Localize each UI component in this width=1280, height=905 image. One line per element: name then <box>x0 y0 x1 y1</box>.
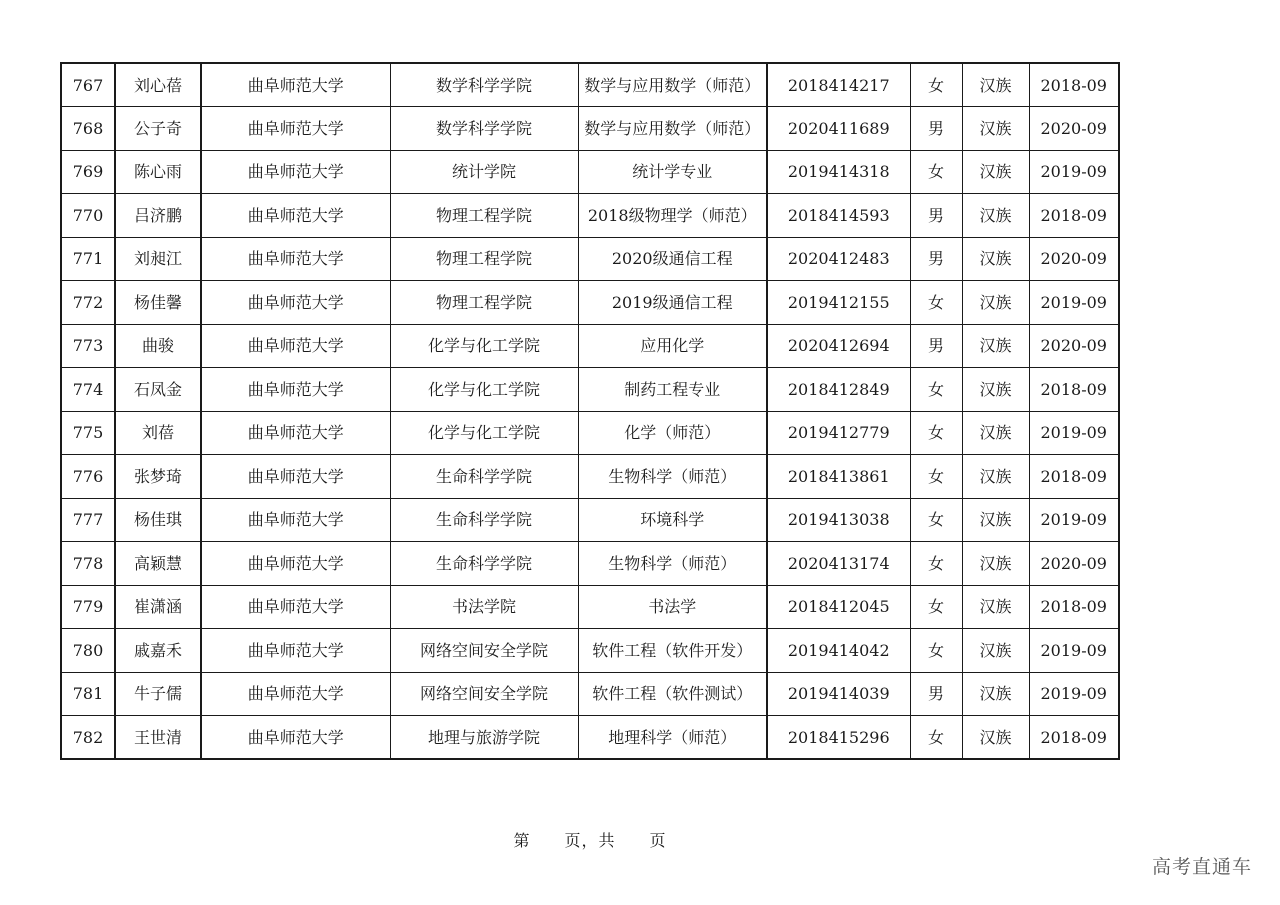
student-id-cell: 2018414217 <box>767 63 910 107</box>
major-cell: 2020级通信工程 <box>578 237 767 281</box>
college-cell: 化学与化工学院 <box>390 411 578 455</box>
gender-cell: 男 <box>910 672 962 716</box>
student-name-cell: 吕济鹏 <box>115 194 201 238</box>
student-id-cell: 2019414042 <box>767 629 910 673</box>
enrollment-date-cell: 2019-09 <box>1029 411 1119 455</box>
table-row <box>61 107 1119 151</box>
school-cell: 曲阜师范大学 <box>201 629 390 673</box>
major-cell: 统计学专业 <box>578 150 767 194</box>
ethnicity-cell: 汉族 <box>962 63 1029 107</box>
college-cell: 生命科学学院 <box>390 455 578 499</box>
student-id-cell: 2020411689 <box>767 107 910 151</box>
gender-cell: 女 <box>910 542 962 586</box>
enrollment-date-cell: 2020-09 <box>1029 324 1119 368</box>
student-name-cell: 曲骏 <box>115 324 201 368</box>
school-cell: 曲阜师范大学 <box>201 498 390 542</box>
row-number-cell: 771 <box>61 237 115 281</box>
enrollment-date-cell: 2018-09 <box>1029 194 1119 238</box>
major-cell: 数学与应用数学（师范） <box>578 107 767 151</box>
row-number-cell: 782 <box>61 716 115 760</box>
school-cell: 曲阜师范大学 <box>201 585 390 629</box>
table-row <box>61 498 1119 542</box>
student-id-cell: 2019412779 <box>767 411 910 455</box>
row-number-cell: 780 <box>61 629 115 673</box>
student-name-cell: 刘心蓓 <box>115 63 201 107</box>
school-cell: 曲阜师范大学 <box>201 368 390 412</box>
ethnicity-cell: 汉族 <box>962 585 1029 629</box>
major-cell: 书法学 <box>578 585 767 629</box>
ethnicity-cell: 汉族 <box>962 542 1029 586</box>
college-cell: 化学与化工学院 <box>390 324 578 368</box>
enrollment-date-cell: 2018-09 <box>1029 585 1119 629</box>
gender-cell: 女 <box>910 368 962 412</box>
student-name-cell: 公子奇 <box>115 107 201 151</box>
student-id-cell: 2019412155 <box>767 281 910 325</box>
ethnicity-cell: 汉族 <box>962 324 1029 368</box>
college-cell: 网络空间安全学院 <box>390 672 578 716</box>
enrollment-date-cell: 2020-09 <box>1029 237 1119 281</box>
table-row <box>61 281 1119 325</box>
student-id-cell: 2019413038 <box>767 498 910 542</box>
enrollment-date-cell: 2020-09 <box>1029 107 1119 151</box>
row-number-cell: 777 <box>61 498 115 542</box>
ethnicity-cell: 汉族 <box>962 237 1029 281</box>
student-name-cell: 刘昶江 <box>115 237 201 281</box>
major-cell: 生物科学（师范） <box>578 455 767 499</box>
ethnicity-cell: 汉族 <box>962 368 1029 412</box>
school-cell: 曲阜师范大学 <box>201 411 390 455</box>
row-number-cell: 770 <box>61 194 115 238</box>
table-row <box>61 542 1119 586</box>
college-cell: 书法学院 <box>390 585 578 629</box>
ethnicity-cell: 汉族 <box>962 150 1029 194</box>
table-row <box>61 411 1119 455</box>
school-cell: 曲阜师范大学 <box>201 63 390 107</box>
table-row <box>61 455 1119 499</box>
gender-cell: 女 <box>910 455 962 499</box>
table-row <box>61 237 1119 281</box>
student-id-cell: 2019414039 <box>767 672 910 716</box>
major-cell: 应用化学 <box>578 324 767 368</box>
row-number-cell: 779 <box>61 585 115 629</box>
enrollment-date-cell: 2019-09 <box>1029 498 1119 542</box>
major-cell: 环境科学 <box>578 498 767 542</box>
table-row <box>61 629 1119 673</box>
major-cell: 2019级通信工程 <box>578 281 767 325</box>
school-cell: 曲阜师范大学 <box>201 194 390 238</box>
gender-cell: 女 <box>910 585 962 629</box>
row-number-cell: 775 <box>61 411 115 455</box>
table-row <box>61 150 1119 194</box>
gender-cell: 女 <box>910 150 962 194</box>
enrollment-date-cell: 2018-09 <box>1029 455 1119 499</box>
enrollment-date-cell: 2018-09 <box>1029 716 1119 760</box>
college-cell: 网络空间安全学院 <box>390 629 578 673</box>
major-cell: 化学（师范） <box>578 411 767 455</box>
ethnicity-cell: 汉族 <box>962 455 1029 499</box>
table-row <box>61 63 1119 107</box>
ethnicity-cell: 汉族 <box>962 194 1029 238</box>
student-id-cell: 2019414318 <box>767 150 910 194</box>
gender-cell: 男 <box>910 107 962 151</box>
ethnicity-cell: 汉族 <box>962 498 1029 542</box>
student-name-cell: 牛子儒 <box>115 672 201 716</box>
table-row <box>61 324 1119 368</box>
gender-cell: 男 <box>910 324 962 368</box>
school-cell: 曲阜师范大学 <box>201 150 390 194</box>
major-cell: 数学与应用数学（师范） <box>578 63 767 107</box>
gender-cell: 女 <box>910 281 962 325</box>
ethnicity-cell: 汉族 <box>962 107 1029 151</box>
student-id-cell: 2020412694 <box>767 324 910 368</box>
college-cell: 数学科学学院 <box>390 63 578 107</box>
ethnicity-cell: 汉族 <box>962 716 1029 760</box>
page-number-text: 第 页，共 页 <box>513 831 667 850</box>
watermark: 高考直通车 <box>1151 856 1252 878</box>
student-id-cell: 2018412849 <box>767 368 910 412</box>
gender-cell: 男 <box>910 194 962 238</box>
school-cell: 曲阜师范大学 <box>201 672 390 716</box>
college-cell: 物理工程学院 <box>390 194 578 238</box>
table-row <box>61 585 1119 629</box>
row-number-cell: 778 <box>61 542 115 586</box>
student-id-cell: 2018412045 <box>767 585 910 629</box>
school-cell: 曲阜师范大学 <box>201 716 390 760</box>
major-cell: 软件工程（软件开发） <box>578 629 767 673</box>
student-name-cell: 陈心雨 <box>115 150 201 194</box>
gender-cell: 女 <box>910 716 962 760</box>
row-number-cell: 781 <box>61 672 115 716</box>
college-cell: 化学与化工学院 <box>390 368 578 412</box>
student-id-cell: 2018413861 <box>767 455 910 499</box>
page-footer <box>0 828 1180 851</box>
ethnicity-cell: 汉族 <box>962 672 1029 716</box>
table-row <box>61 368 1119 412</box>
row-number-cell: 776 <box>61 455 115 499</box>
student-id-cell: 2020413174 <box>767 542 910 586</box>
row-number-cell: 774 <box>61 368 115 412</box>
major-cell: 生物科学（师范） <box>578 542 767 586</box>
school-cell: 曲阜师范大学 <box>201 542 390 586</box>
enrollment-date-cell: 2018-09 <box>1029 368 1119 412</box>
enrollment-date-cell: 2020-09 <box>1029 542 1119 586</box>
enrollment-date-cell: 2019-09 <box>1029 281 1119 325</box>
college-cell: 地理与旅游学院 <box>390 716 578 760</box>
student-name-cell: 刘蓓 <box>115 411 201 455</box>
major-cell: 2018级物理学（师范） <box>578 194 767 238</box>
major-cell: 软件工程（软件测试） <box>578 672 767 716</box>
college-cell: 物理工程学院 <box>390 237 578 281</box>
gender-cell: 男 <box>910 237 962 281</box>
gender-cell: 女 <box>910 498 962 542</box>
student-id-cell: 2020412483 <box>767 237 910 281</box>
student-name-cell: 杨佳馨 <box>115 281 201 325</box>
student-name-cell: 高颖慧 <box>115 542 201 586</box>
gender-cell: 女 <box>910 411 962 455</box>
enrollment-date-cell: 2019-09 <box>1029 150 1119 194</box>
college-cell: 数学科学学院 <box>390 107 578 151</box>
enrollment-date-cell: 2019-09 <box>1029 629 1119 673</box>
student-id-cell: 2018415296 <box>767 716 910 760</box>
student-list-table <box>60 62 1120 760</box>
college-cell: 生命科学学院 <box>390 542 578 586</box>
row-number-cell: 768 <box>61 107 115 151</box>
enrollment-date-cell: 2019-09 <box>1029 672 1119 716</box>
student-name-cell: 王世清 <box>115 716 201 760</box>
school-cell: 曲阜师范大学 <box>201 324 390 368</box>
row-number-cell: 773 <box>61 324 115 368</box>
table-row <box>61 716 1119 760</box>
school-cell: 曲阜师范大学 <box>201 281 390 325</box>
student-name-cell: 张梦琦 <box>115 455 201 499</box>
row-number-cell: 767 <box>61 63 115 107</box>
major-cell: 地理科学（师范） <box>578 716 767 760</box>
school-cell: 曲阜师范大学 <box>201 107 390 151</box>
gender-cell: 女 <box>910 63 962 107</box>
ethnicity-cell: 汉族 <box>962 629 1029 673</box>
college-cell: 生命科学学院 <box>390 498 578 542</box>
school-cell: 曲阜师范大学 <box>201 237 390 281</box>
major-cell: 制药工程专业 <box>578 368 767 412</box>
table-row <box>61 672 1119 716</box>
student-name-cell: 杨佳琪 <box>115 498 201 542</box>
ethnicity-cell: 汉族 <box>962 411 1029 455</box>
student-id-cell: 2018414593 <box>767 194 910 238</box>
table-row <box>61 194 1119 238</box>
student-name-cell: 崔潇涵 <box>115 585 201 629</box>
student-name-cell: 石凤金 <box>115 368 201 412</box>
college-cell: 物理工程学院 <box>390 281 578 325</box>
row-number-cell: 769 <box>61 150 115 194</box>
table-body <box>61 63 1119 759</box>
enrollment-date-cell: 2018-09 <box>1029 63 1119 107</box>
student-name-cell: 戚嘉禾 <box>115 629 201 673</box>
college-cell: 统计学院 <box>390 150 578 194</box>
row-number-cell: 772 <box>61 281 115 325</box>
gender-cell: 女 <box>910 629 962 673</box>
school-cell: 曲阜师范大学 <box>201 455 390 499</box>
ethnicity-cell: 汉族 <box>962 281 1029 325</box>
